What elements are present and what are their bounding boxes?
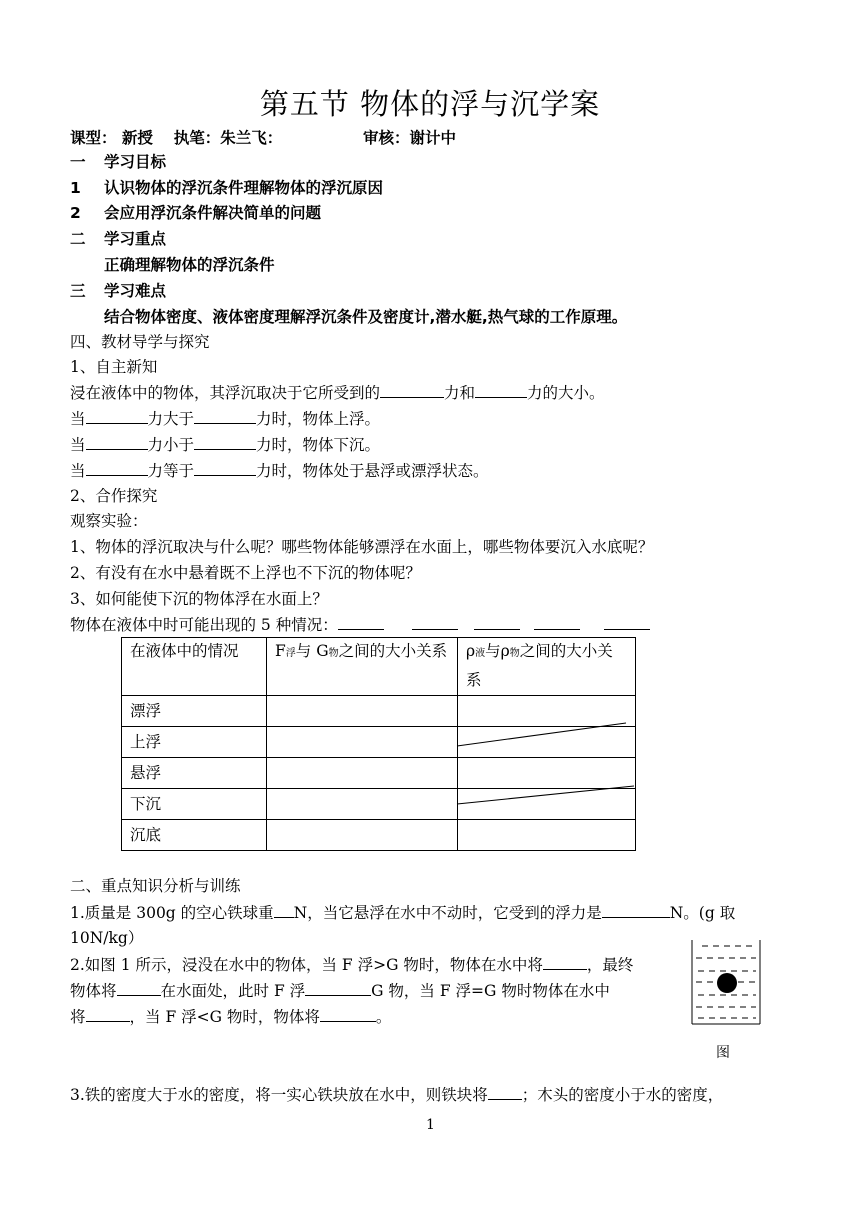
table-cell-answer[interactable] [267,820,458,851]
question-3: 3、如何能使下沉的物体浮在水面上？ [70,590,328,608]
fill-blank[interactable] [604,614,650,630]
figure-caption: 图 [716,1045,730,1061]
problem-1-cont: 10N/kg） [70,929,144,947]
goal-number: 1 [70,179,81,197]
fill-blank[interactable] [86,408,148,424]
goal-text: 会应用浮沉条件解决简单的问题 [104,204,322,222]
reviewer: 审核：谢计中 [363,129,457,147]
section-heading: 学习难点 [104,282,167,300]
fill-blank[interactable] [117,980,161,996]
fill-blank[interactable] [534,614,580,630]
fill-blank[interactable] [194,408,256,424]
goal-number: 2 [70,204,81,222]
diagonal-slash [456,720,628,750]
table-cell-state: 漂浮 [122,696,267,727]
section-key-points [70,229,166,249]
section-number: 一 [70,153,86,171]
section-heading: 学习目标 [104,153,167,171]
self-study-intro: 浸在液体中的物体，其浮沉取决于它所受到的 力和 力的大小。 [70,384,605,402]
part2-heading: 二、重点知识分析与训练 [70,877,241,895]
self-study-line-3: 当 力等于 力时，物体处于悬浮或漂浮状态。 [70,462,489,480]
author: 执笔：朱兰飞： [173,129,283,147]
self-study-line-1: 当 力大于 力时，物体上浮。 [70,410,381,428]
fill-blank[interactable] [194,434,256,450]
table-cell-state: 悬浮 [122,758,267,789]
section-number: 二 [70,230,86,248]
fill-blank[interactable] [305,980,371,996]
problem-2-line-1: 2.如图 1 所示，浸没在水中的物体，当 F 浮>G 物时，物体在水中将 ，最终 [70,956,634,974]
section-number: 三 [70,282,86,300]
table-cell-state: 沉底 [122,820,267,851]
fill-blank[interactable] [380,382,444,398]
page-title: 第五节 物体的浮与沉学案 [259,87,601,121]
section-learning-goals [70,152,166,172]
table-header-cell: 在液体中的情况 [122,638,267,696]
observe-label: 观察实验： [70,512,148,530]
section-heading: 学习重点 [104,230,167,248]
fill-blank[interactable] [602,902,670,918]
goal-text: 认识物体的浮沉条件理解物体的浮沉原因 [104,179,384,197]
section-guide: 四、教材导学与探究 [70,333,210,351]
problem-2-line-3: 将 ，当 F 浮<G 物时，物体将 。 [70,1008,392,1026]
goal-2 [70,203,321,223]
page-number: 1 [426,1117,435,1133]
table-cell-answer[interactable] [267,696,458,727]
fill-blank[interactable] [86,460,148,476]
table-cell-answer[interactable] [267,789,458,820]
fill-blank[interactable] [474,614,520,630]
water-container-figure [690,938,762,1026]
problem-2-line-2: 物体将 在水面处，此时 F 浮 G 物，当 F 浮=G 物时物体在水中 [70,982,610,1000]
fill-blank[interactable] [274,902,294,918]
fill-blank[interactable] [412,614,458,630]
fill-blank[interactable] [194,460,256,476]
table-row [122,820,636,851]
problem-1: 1.质量是 300g 的空心铁球重 N，当它悬浮在水中不动时，它受到的浮力是 N。(g 取 [70,904,736,922]
fill-blank[interactable] [320,1006,376,1022]
fill-blank[interactable] [543,954,587,970]
table-cell-answer[interactable] [267,727,458,758]
question-2: 2、有没有在水中悬着既不上浮也不下沉的物体呢？ [70,564,421,582]
fill-blank[interactable] [338,614,384,630]
self-study-heading: 1、自主新知 [70,358,158,376]
table-header-cell: ρ液与ρ物之间的大小关系 [458,638,636,696]
goal-1 [70,178,383,198]
five-cases-line: 物体在液体中时可能出现的 5 种情况： [70,614,650,635]
key-points-content: 正确理解物体的浮沉条件 [104,256,275,274]
section-difficulties [70,281,166,301]
fill-blank[interactable] [488,1084,522,1100]
table-cell-answer[interactable] [267,758,458,789]
difficulties-content: 结合物体密度、液体密度理解浮沉条件及密度计,潜水艇,热气球的工作原理。 [104,308,628,326]
table-header-row [122,638,636,696]
fill-blank[interactable] [475,382,527,398]
table-cell-answer[interactable] [458,820,636,851]
fill-blank[interactable] [86,434,148,450]
meta-line [70,128,456,148]
fill-blank[interactable] [86,1006,130,1022]
table-cell-state: 上浮 [122,727,267,758]
course-type: 课型： 新授 [70,129,153,147]
question-1: 1、物体的浮沉取决与什么呢？哪些物体能够漂浮在水面上，哪些物体要沉入水底呢？ [70,538,654,556]
table-header-cell: F浮与 G物之间的大小关系 [267,638,458,696]
problem-3: 3.铁的密度大于水的密度，将一实心铁块放在水中，则铁块将 ；木头的密度小于水的密度， [70,1086,724,1104]
coop-heading: 2、合作探究 [70,487,158,505]
diagonal-slash [456,783,636,807]
self-study-line-2: 当 力小于 力时，物体下沉。 [70,436,381,454]
table-cell-state: 下沉 [122,789,267,820]
